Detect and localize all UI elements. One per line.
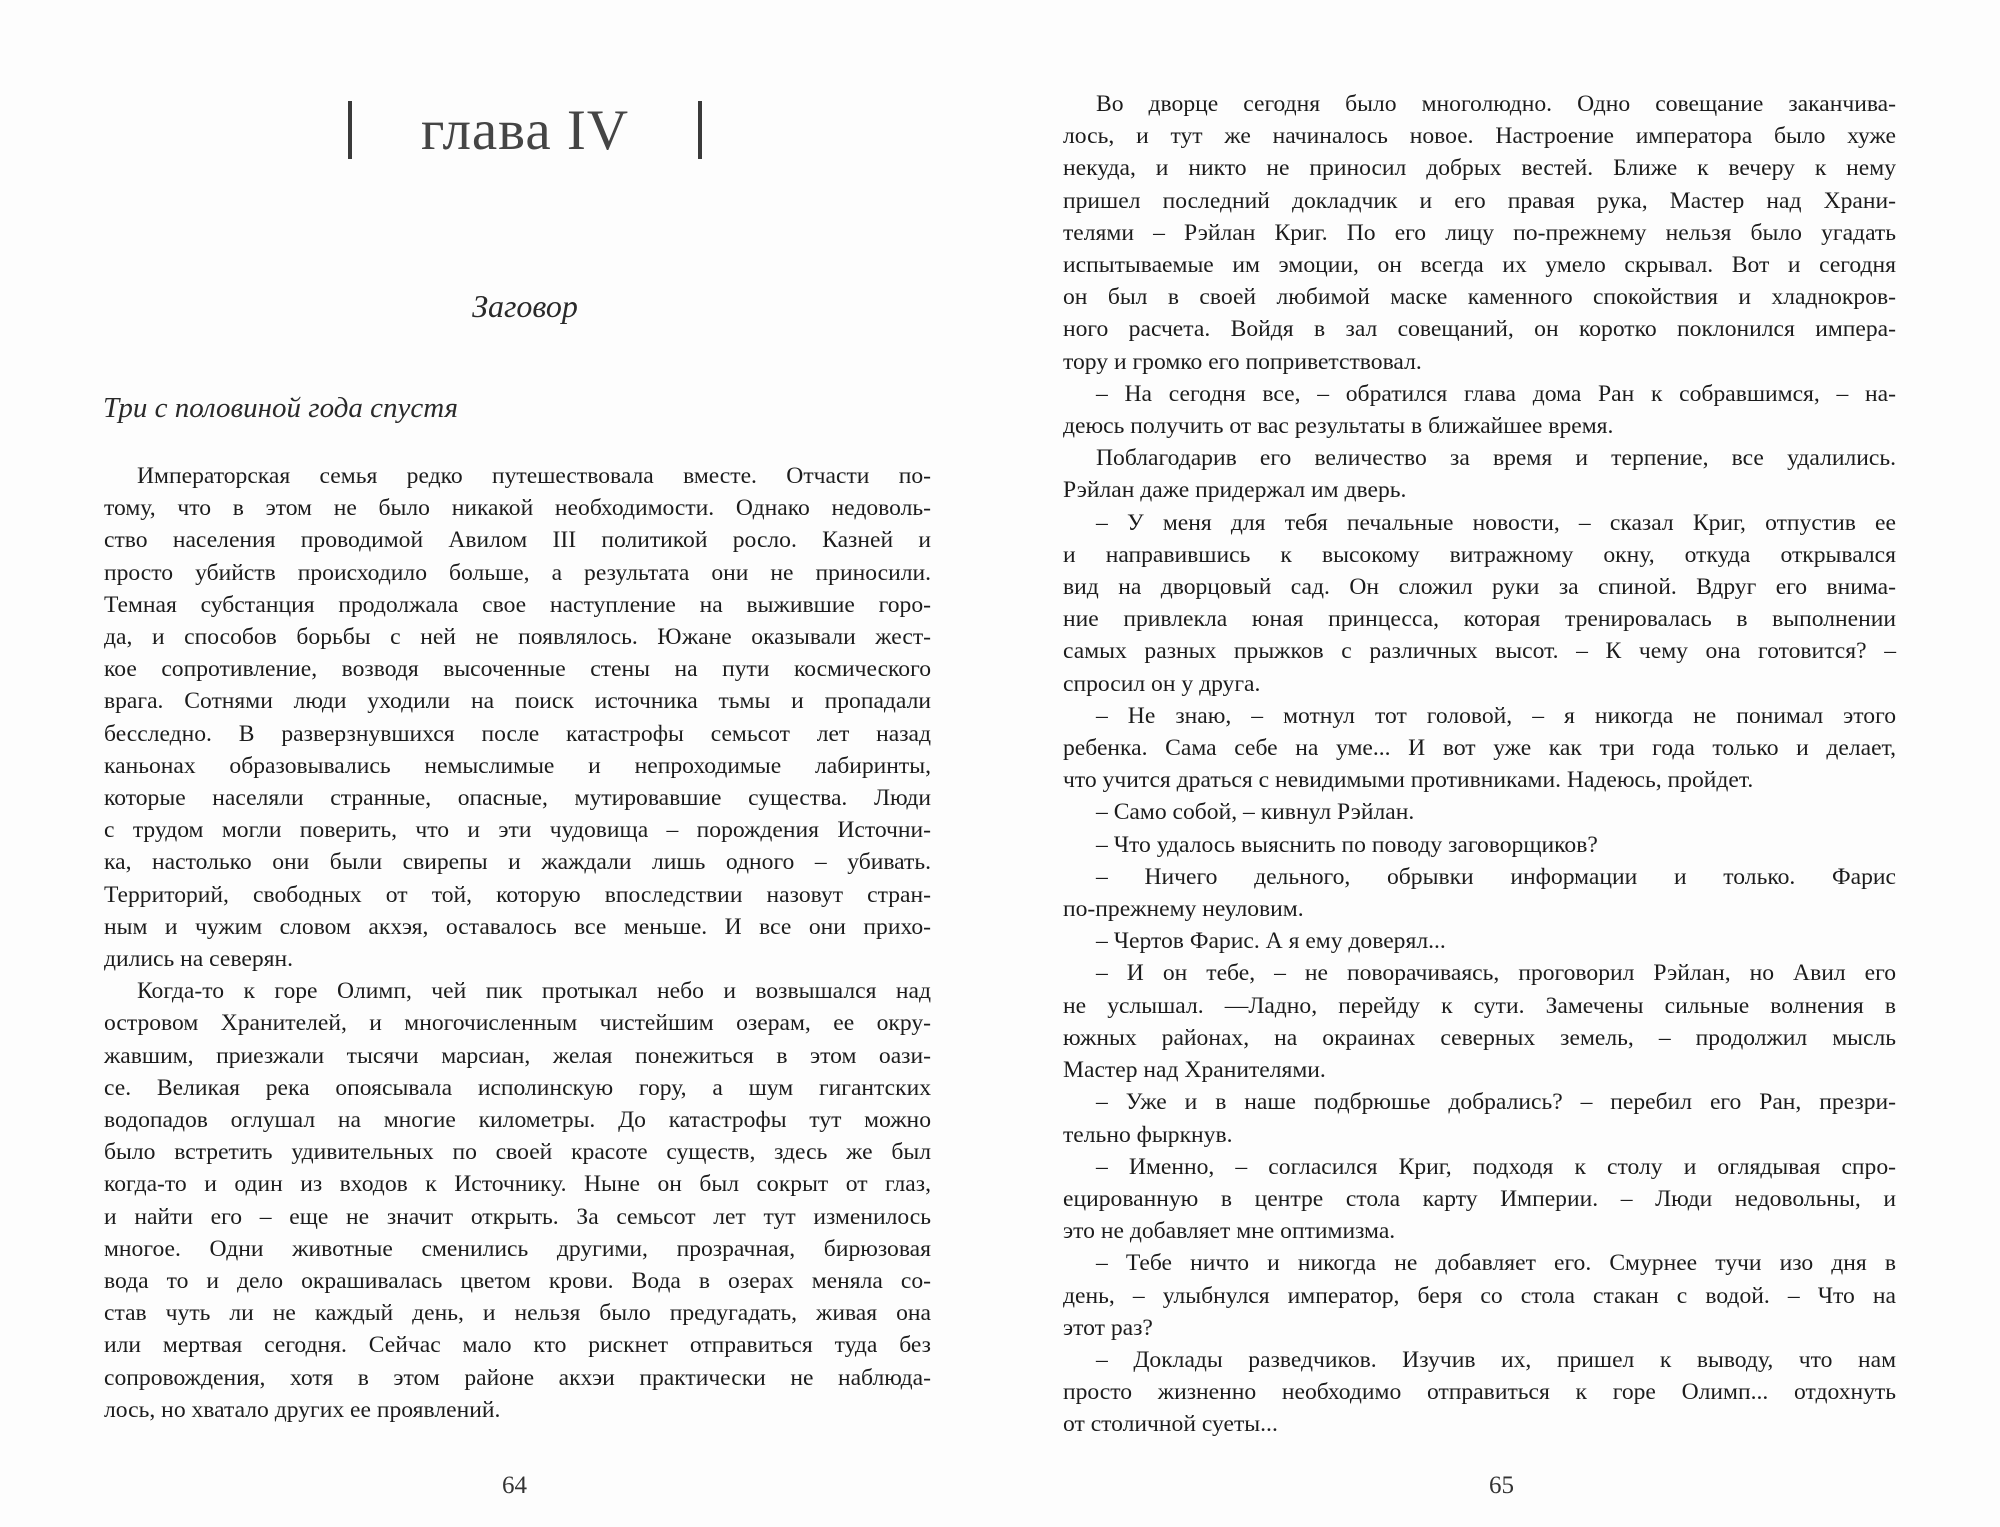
text-line: бесследно. В разверзнувшихся после катастрофы семьсот лет назад <box>104 720 931 747</box>
text-line: Поблагодарив его величество за время и терпение, все удалились. <box>1096 445 1896 472</box>
text-line: ство населения проводимой Авилом III политикой росло. Казней и <box>104 527 931 554</box>
text-line: врага. Сотнями люди уходили на поиск источника тьмы и пропадали <box>104 688 931 715</box>
text-line: просто убийств происходило больше, а результата они не приносили. <box>104 559 931 586</box>
text-line: ка, настолько они были свирепы и жаждали лишь одного – убивать. <box>104 849 931 876</box>
text-line: лось, и тут же начиналось новое. Настроение императора было хуже <box>1063 123 1896 150</box>
text-line: дились на северян. <box>104 946 294 973</box>
text-line: се. Великая река опоясывала исполинскую гору, а шум гигантских <box>104 1074 931 1101</box>
text-line: Мастер над Хранителями. <box>1063 1057 1326 1084</box>
text-line: – Что удалось выяснить по поводу заговорщиков? <box>1096 831 1598 858</box>
text-line: ного расчета. Войдя в зал совещаний, он коротко поклонился импера- <box>1063 316 1896 343</box>
text-line: просто жизненно необходимо отправиться к горе Олимп... отдохнуть <box>1063 1379 1896 1406</box>
text-line: – Именно, – согласился Криг, подходя к столу и оглядывая спро- <box>1096 1153 1896 1180</box>
page-number-right: 65 <box>1489 1472 1514 1499</box>
text-line: – Тебе ничто и никогда не добавляет его. Смурнее тучи изо дня в <box>1096 1250 1896 1277</box>
text-line: день, – улыбнулся император, беря со стола стакан с водой. – Что на <box>1063 1282 1896 1309</box>
page-number-left: 64 <box>502 1472 527 1499</box>
chapter-heading <box>340 95 710 165</box>
text-line: Императорская семья редко путешествовала вместе. Отчасти по- <box>137 463 931 489</box>
text-line: и направившись к высокому витражному окну, откуда открывался <box>1063 541 1896 568</box>
text-line: южных районах, на окраинах северных земель, – продолжил мысль <box>1063 1024 1896 1051</box>
text-line: самых разных прыжков с различных высот. – К чему она готовится? – <box>1063 638 1896 665</box>
text-line: вид на дворцовый сад. Он сложил руки за спиной. Вдруг его внима- <box>1063 574 1896 601</box>
text-line: ным и чужим словом акхэя, оставалось все меньше. И все они прихо- <box>104 913 931 940</box>
chapter-title: Заговор <box>472 288 578 324</box>
text-line: жавшим, приезжали тысячи марсиан, желая понежиться в этом оази- <box>104 1042 931 1069</box>
text-line: многое. Одни животные сменились другими, прозрачная, бирюзовая <box>104 1235 931 1262</box>
text-line: когда-то и один из входов к Источнику. Ныне он был сокрыт от глаз, <box>104 1171 931 1198</box>
text-line: – Ничего дельного, обрывки информации и только. Фарис <box>1096 863 1896 890</box>
text-line: да, и способов борьбы с ней не появлялось. Южане оказывали жест- <box>104 624 931 651</box>
text-line: водопадов оглушал на многие километры. До катастрофы тут можно <box>104 1107 931 1134</box>
text-line: деюсь получить от вас результаты в ближайшее время. <box>1063 413 1614 440</box>
text-line: этот раз? <box>1063 1314 1153 1341</box>
text-line: – Уже и в наше подбрюшье добрались? – перебил его Ран, презри- <box>1096 1089 1896 1116</box>
text-line: – Чертов Фарис. А я ему доверял... <box>1096 928 1446 955</box>
text-line: лось, но хватало других ее проявлений. <box>104 1396 501 1423</box>
text-line: некуда, и никто не приносил добрых вестей. Ближе к вечеру к нему <box>1063 155 1896 182</box>
text-line: которые населяли странные, опасные, мутировавшие существа. Люди <box>104 785 931 812</box>
text-line: это не добавляет мне оптимизма. <box>1063 1218 1396 1245</box>
text-line: каньонах образовывались немыслимые и непроходимые лабиринты, <box>104 752 931 779</box>
text-line: от столичной суеты... <box>1063 1411 1278 1438</box>
text-line: вода то и дело окрашивалась цветом крови. Вода в озерах меняла со- <box>104 1268 931 1295</box>
text-line: став чуть ли не каждый день, и нельзя было предугадать, живая она <box>104 1300 931 1327</box>
text-line: было встретить удивительных по своей красоте существ, здесь же был <box>104 1139 931 1166</box>
text-line: Территорий, свободных от той, которую впоследствии назовут стран- <box>104 881 931 908</box>
text-line: тору и громко его поприветствовал. <box>1063 348 1422 375</box>
text-line: ецированную в центре стола карту Империи. – Люди недовольны, и <box>1063 1185 1896 1212</box>
text-line: кое сопротивление, возводя высоченные стены на пути космического <box>104 656 931 683</box>
text-line: Рэйлан даже придержал им дверь. <box>1063 477 1407 504</box>
text-line: ние привлекла юная принцесса, которая тренировалась в выполнении <box>1063 606 1896 633</box>
text-line: или мертвая сегодня. Сейчас мало кто рискнет отправиться туда без <box>104 1332 931 1359</box>
text-line: что учится драться с невидимыми противниками. Надеюсь, пройдет. <box>1063 767 1754 794</box>
text-line: – И он тебе, – не поворачиваясь, проговорил Рэйлан, но Авил его <box>1096 960 1896 987</box>
chapter-label: глава IV <box>420 98 630 162</box>
text-line: – Само собой, – кивнул Рэйлан. <box>1096 799 1415 826</box>
text-line: он был в своей любимой маске каменного спокойствия и хладнокров- <box>1063 284 1896 311</box>
text-line: – Доклады разведчиков. Изучив их, пришел к выводу, что нам <box>1096 1346 1896 1373</box>
right-page-body <box>1063 88 1896 1441</box>
text-line: Темная субстанция продолжала свое наступление на выжившие горо- <box>104 591 931 618</box>
text-line: – Не знаю, – мотнул тот головой, – я никогда не понимал этого <box>1096 702 1896 729</box>
text-line: спросил он у друга. <box>1063 670 1261 697</box>
chapter-left-bar <box>348 101 352 159</box>
chapter-right-bar <box>698 101 702 159</box>
text-line: тельно фыркнув. <box>1063 1121 1233 1148</box>
text-line: не услышал. —Ладно, перейду к сути. Замечены сильные волнения в <box>1063 992 1896 1019</box>
text-line: по-прежнему неуловим. <box>1063 896 1304 923</box>
left-page-body <box>104 460 931 1426</box>
section-title: Три с половиной года спустя <box>103 392 459 424</box>
text-line: тому, что в этом не было никакой необходимости. Однако недоволь- <box>104 495 931 522</box>
right-page <box>1000 0 2000 1527</box>
text-line: и найти его – еще не значит открыть. За семьсот лет тут изменилось <box>104 1203 931 1230</box>
text-line: – У меня для тебя печальные новости, – сказал Криг, отпустив ее <box>1096 509 1896 536</box>
text-line: Когда-то к горе Олимп, чей пик протыкал небо и возвышался над <box>137 978 931 1005</box>
text-line: – На сегодня все, – обратился глава дома Ран к собравшимся, – на- <box>1096 380 1896 407</box>
text-line: испытываемые им эмоции, он всегда их умело скрывал. Вот и сегодня <box>1063 252 1896 279</box>
text-line: островом Хранителей, и многочисленным чистейшим озерам, ее окру- <box>104 1010 931 1037</box>
text-line: пришел последний докладчик и его правая рука, Мастер над Храни- <box>1063 187 1896 214</box>
text-line: с трудом могли поверить, что и эти чудовища – порождения Источни- <box>104 817 931 844</box>
text-line: сопровождения, хотя в этом районе акхэи практически не наблюда- <box>104 1364 931 1391</box>
text-line: телями – Рэйлан Криг. По его лицу по-прежнему нельзя было угадать <box>1063 219 1896 246</box>
text-line: Во дворце сегодня было многолюдно. Одно совещание заканчива- <box>1096 91 1896 117</box>
text-line: ребенка. Сама себе на уме... И вот уже как три года только и делает, <box>1063 735 1896 762</box>
